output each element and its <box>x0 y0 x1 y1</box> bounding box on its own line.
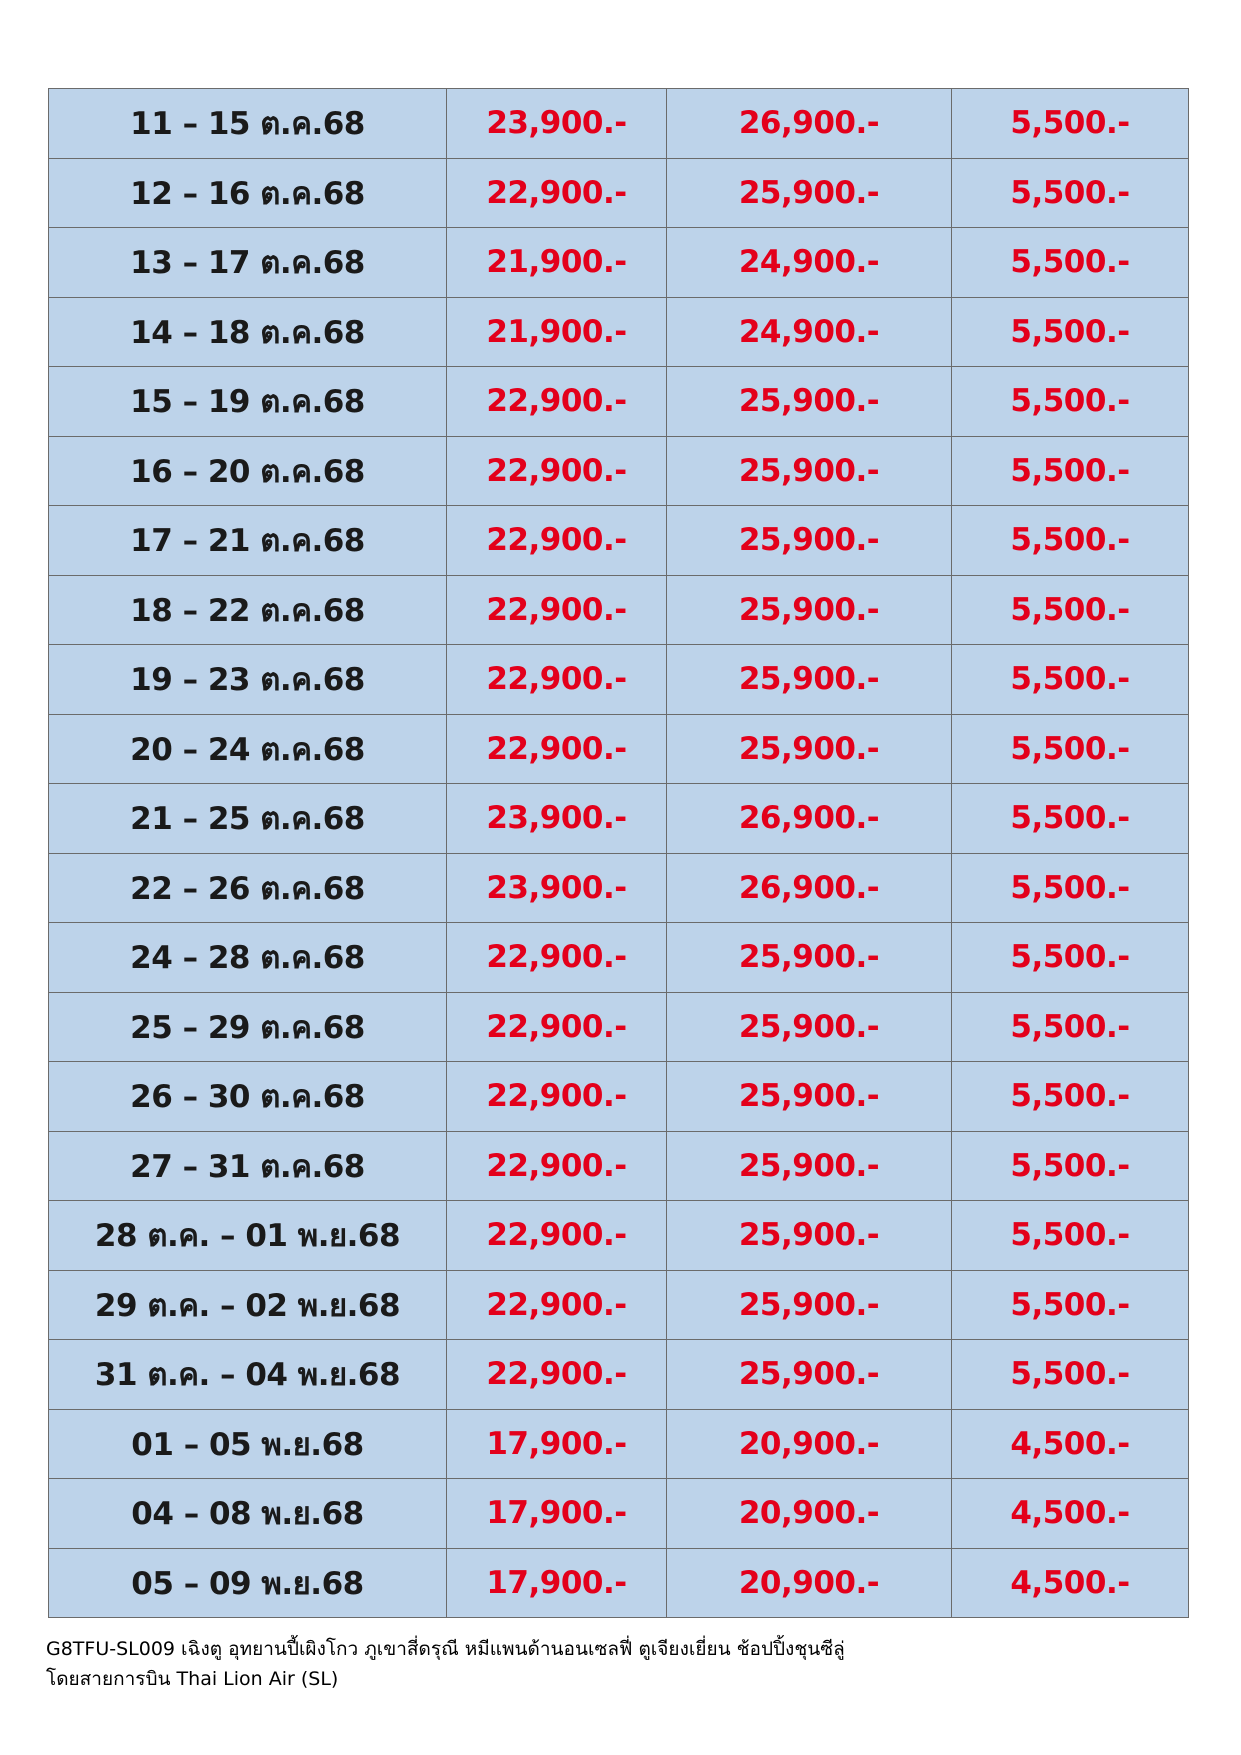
date-cell: 17 – 21 ต.ค.68 <box>49 506 447 576</box>
date-cell: 21 – 25 ต.ค.68 <box>49 784 447 854</box>
price-cell: 17,900.- <box>447 1479 667 1549</box>
price-cell: 5,500.- <box>952 158 1189 228</box>
table-row <box>49 1548 1189 1618</box>
price-cell: 5,500.- <box>952 228 1189 298</box>
tour-description: G8TFU-SL009 เฉิงตู อุทยานปี้เผิงโกว ภูเขาสี่ดรุณี หมีแพนด้านอนเซลฟี่ ตูเจียงเยี่ยน ช้อปปิ้งชุนซีลู่ <box>46 1638 845 1660</box>
price-cell: 5,500.- <box>952 297 1189 367</box>
price-cell: 5,500.- <box>952 1201 1189 1271</box>
price-cell: 22,900.- <box>447 506 667 576</box>
price-cell: 25,900.- <box>667 1340 952 1410</box>
table-row <box>49 1062 1189 1132</box>
date-cell: 19 – 23 ต.ค.68 <box>49 645 447 715</box>
price-cell: 25,900.- <box>667 714 952 784</box>
date-cell: 26 – 30 ต.ค.68 <box>49 1062 447 1132</box>
date-cell: 15 – 19 ต.ค.68 <box>49 367 447 437</box>
price-cell: 23,900.- <box>447 784 667 854</box>
date-cell: 11 – 15 ต.ค.68 <box>49 89 447 159</box>
date-cell: 27 – 31 ต.ค.68 <box>49 1131 447 1201</box>
table-row <box>49 1479 1189 1549</box>
table-row <box>49 367 1189 437</box>
price-cell: 25,900.- <box>667 923 952 993</box>
date-cell: 01 – 05 พ.ย.68 <box>49 1409 447 1479</box>
date-cell: 31 ต.ค. – 04 พ.ย.68 <box>49 1340 447 1410</box>
price-cell: 4,500.- <box>952 1409 1189 1479</box>
price-cell: 22,900.- <box>447 1340 667 1410</box>
table-row <box>49 506 1189 576</box>
price-cell: 25,900.- <box>667 575 952 645</box>
price-cell: 5,500.- <box>952 992 1189 1062</box>
price-cell: 20,900.- <box>667 1548 952 1618</box>
price-cell: 4,500.- <box>952 1548 1189 1618</box>
price-cell: 5,500.- <box>952 1270 1189 1340</box>
price-cell: 5,500.- <box>952 923 1189 993</box>
price-cell: 22,900.- <box>447 992 667 1062</box>
price-cell: 25,900.- <box>667 1131 952 1201</box>
price-cell: 26,900.- <box>667 89 952 159</box>
table-row <box>49 714 1189 784</box>
table-row <box>49 1201 1189 1271</box>
table-row <box>49 992 1189 1062</box>
table-row <box>49 853 1189 923</box>
price-cell: 22,900.- <box>447 436 667 506</box>
price-cell: 5,500.- <box>952 89 1189 159</box>
price-cell: 22,900.- <box>447 645 667 715</box>
price-cell: 24,900.- <box>667 297 952 367</box>
price-cell: 5,500.- <box>952 506 1189 576</box>
price-cell: 25,900.- <box>667 1062 952 1132</box>
price-cell: 25,900.- <box>667 367 952 437</box>
price-cell: 22,900.- <box>447 1201 667 1271</box>
price-cell: 23,900.- <box>447 853 667 923</box>
table-row <box>49 228 1189 298</box>
table-row <box>49 1270 1189 1340</box>
price-cell: 5,500.- <box>952 575 1189 645</box>
date-cell: 25 – 29 ต.ค.68 <box>49 992 447 1062</box>
price-cell: 5,500.- <box>952 1062 1189 1132</box>
table-row <box>49 436 1189 506</box>
price-cell: 5,500.- <box>952 1340 1189 1410</box>
date-cell: 16 – 20 ต.ค.68 <box>49 436 447 506</box>
price-cell: 25,900.- <box>667 158 952 228</box>
price-cell: 22,900.- <box>447 923 667 993</box>
price-cell: 23,900.- <box>447 89 667 159</box>
table-row <box>49 645 1189 715</box>
price-cell: 5,500.- <box>952 853 1189 923</box>
price-cell: 20,900.- <box>667 1409 952 1479</box>
table-row <box>49 1409 1189 1479</box>
date-cell: 20 – 24 ต.ค.68 <box>49 714 447 784</box>
date-cell: 22 – 26 ต.ค.68 <box>49 853 447 923</box>
price-table <box>48 88 1189 1618</box>
date-cell: 24 – 28 ต.ค.68 <box>49 923 447 993</box>
price-cell: 17,900.- <box>447 1409 667 1479</box>
price-cell: 22,900.- <box>447 367 667 437</box>
table-row <box>49 784 1189 854</box>
price-cell: 26,900.- <box>667 784 952 854</box>
date-cell: 29 ต.ค. – 02 พ.ย.68 <box>49 1270 447 1340</box>
price-cell: 25,900.- <box>667 506 952 576</box>
table-row <box>49 158 1189 228</box>
price-cell: 21,900.- <box>447 228 667 298</box>
price-cell: 5,500.- <box>952 714 1189 784</box>
table-row <box>49 89 1189 159</box>
price-cell: 4,500.- <box>952 1479 1189 1549</box>
date-cell: 05 – 09 พ.ย.68 <box>49 1548 447 1618</box>
price-cell: 5,500.- <box>952 645 1189 715</box>
price-cell: 24,900.- <box>667 228 952 298</box>
price-cell: 22,900.- <box>447 1131 667 1201</box>
table-row <box>49 923 1189 993</box>
price-cell: 25,900.- <box>667 436 952 506</box>
footer <box>46 1634 845 1694</box>
price-cell: 26,900.- <box>667 853 952 923</box>
date-cell: 13 – 17 ต.ค.68 <box>49 228 447 298</box>
price-cell: 21,900.- <box>447 297 667 367</box>
price-cell: 5,500.- <box>952 367 1189 437</box>
price-cell: 5,500.- <box>952 1131 1189 1201</box>
price-cell: 20,900.- <box>667 1479 952 1549</box>
price-cell: 22,900.- <box>447 714 667 784</box>
price-cell: 25,900.- <box>667 992 952 1062</box>
price-cell: 5,500.- <box>952 784 1189 854</box>
airline-note: โดยสายการบิน Thai Lion Air (SL) <box>46 1668 339 1690</box>
date-cell: 12 – 16 ต.ค.68 <box>49 158 447 228</box>
date-cell: 14 – 18 ต.ค.68 <box>49 297 447 367</box>
price-cell: 22,900.- <box>447 158 667 228</box>
price-cell: 17,900.- <box>447 1548 667 1618</box>
price-cell: 25,900.- <box>667 1201 952 1271</box>
price-cell: 25,900.- <box>667 1270 952 1340</box>
price-cell: 5,500.- <box>952 436 1189 506</box>
price-table-body <box>49 89 1189 1618</box>
price-cell: 22,900.- <box>447 1062 667 1132</box>
price-cell: 22,900.- <box>447 575 667 645</box>
date-cell: 28 ต.ค. – 01 พ.ย.68 <box>49 1201 447 1271</box>
date-cell: 18 – 22 ต.ค.68 <box>49 575 447 645</box>
price-cell: 25,900.- <box>667 645 952 715</box>
price-cell: 22,900.- <box>447 1270 667 1340</box>
date-cell: 04 – 08 พ.ย.68 <box>49 1479 447 1549</box>
table-row <box>49 297 1189 367</box>
table-row <box>49 575 1189 645</box>
table-row <box>49 1340 1189 1410</box>
table-row <box>49 1131 1189 1201</box>
